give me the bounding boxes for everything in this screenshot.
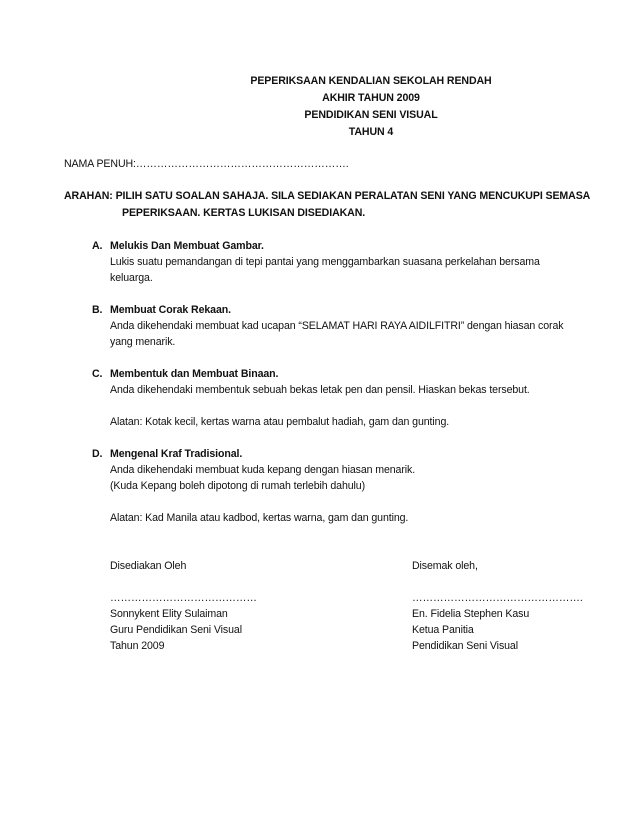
instructions-line-1: ARAHAN: PILIH SATU SOALAN SAHAJA. SILA SEDIAKAN PERALATAN SENI YANG MENCUKUPI SEMASA [64, 190, 591, 202]
header-grade: TAHUN 4 [348, 126, 394, 138]
question-c-materials: Alatan: Kotak kecil, kertas warna atau pembalut hadiah, gam dan gunting. [110, 416, 450, 428]
question-d-title: Mengenal Kraf Tradisional. [110, 448, 243, 460]
question-c-line-1: Anda dikehendaki membentuk sebuah bekas letak pen dan pensil. Hiaskan bekas tersebut. [110, 384, 530, 396]
checked-by-role: Ketua Panitia [412, 624, 474, 636]
question-a-line-2: keluarga. [110, 272, 153, 284]
question-a-line-1: Lukis suatu pemandangan di tepi pantai yang menggambarkan suasana perkelahan bersama [110, 256, 540, 268]
prepared-by-signature-line: …………………………………… [110, 592, 257, 604]
prepared-by-year: Tahun 2009 [110, 640, 165, 652]
checked-by-signature-line: …………………………………………. [412, 592, 583, 604]
instructions-line-2: PEPERIKSAAN. KERTAS LUKISAN DISEDIAKAN. [122, 207, 366, 219]
question-b-letter: B. [92, 304, 103, 316]
prepared-by-name: Sonnykent Elity Sulaiman [110, 608, 228, 620]
question-b-line-2: yang menarik. [110, 336, 176, 348]
header-exam-year: AKHIR TAHUN 2009 [322, 92, 420, 104]
prepared-by-role: Guru Pendidikan Seni Visual [110, 624, 242, 636]
question-a-title: Melukis Dan Membuat Gambar. [110, 240, 264, 252]
question-d-line-1: Anda dikehendaki membuat kuda kepang dengan hiasan menarik. [110, 464, 416, 476]
question-c-letter: C. [92, 368, 103, 380]
question-d-line-2: (Kuda Kepang boleh dipotong di rumah terlebih dahulu) [110, 480, 366, 492]
question-b-title: Membuat Corak Rekaan. [110, 304, 231, 316]
question-b-line-1: Anda dikehendaki membuat kad ucapan “SELAMAT HARI RAYA AIDILFITRI” dengan hiasan corak [110, 320, 564, 332]
full-name-field: NAMA PENUH:……………………………………………………. [64, 158, 349, 170]
checked-by-name: En. Fidelia Stephen Kasu [412, 608, 530, 620]
question-d-letter: D. [92, 448, 103, 460]
checked-by-subject: Pendidikan Seni Visual [412, 640, 518, 652]
question-c-title: Membentuk dan Membuat Binaan. [110, 368, 279, 380]
question-d-materials: Alatan: Kad Manila atau kadbod, kertas warna, gam dan gunting. [110, 512, 409, 524]
prepared-by-heading: Disediakan Oleh [110, 560, 187, 572]
header-exam-title: PEPERIKSAAN KENDALIAN SEKOLAH RENDAH [250, 75, 492, 87]
question-a-letter: A. [92, 240, 103, 252]
header-subject: PENDIDIKAN SENI VISUAL [304, 109, 438, 121]
exam-header [0, 73, 638, 141]
checked-by-heading: Disemak oleh, [412, 560, 478, 572]
